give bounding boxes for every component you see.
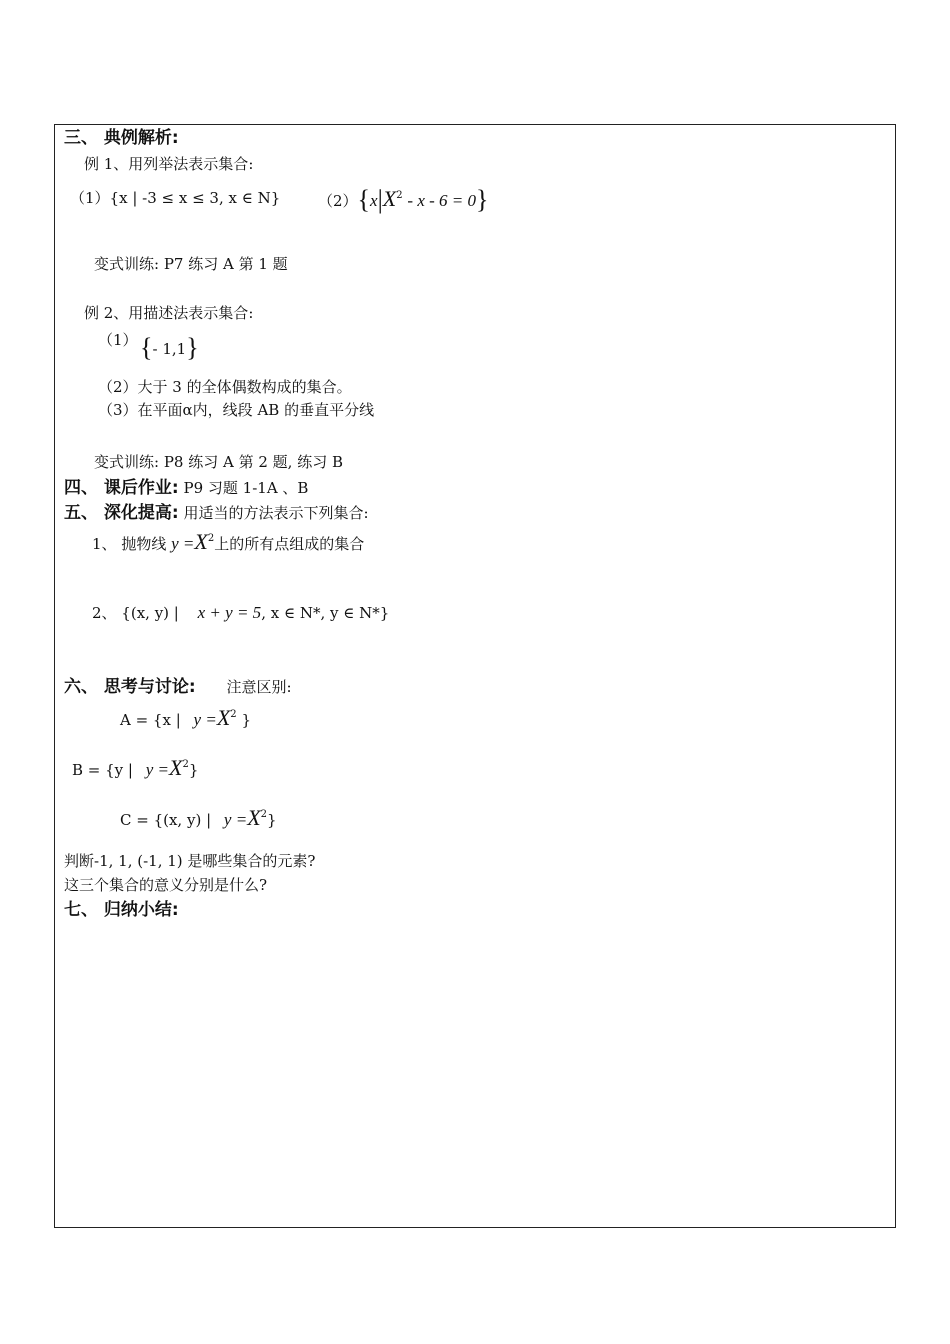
example-2-part-1-label: （1） bbox=[98, 331, 138, 349]
discussion-question-1: 判断-1, 1, (-1, 1) 是哪些集合的元素? bbox=[64, 852, 316, 870]
section-6-heading: 六、 思考与讨论: bbox=[64, 677, 196, 697]
section-6 bbox=[64, 677, 292, 697]
var-x-capital: X bbox=[382, 186, 397, 211]
set-b bbox=[72, 755, 199, 783]
equation-y: y = bbox=[171, 534, 195, 553]
exponent: 2 bbox=[396, 190, 403, 201]
set-a bbox=[120, 705, 251, 733]
left-brace: { bbox=[357, 185, 371, 214]
section-7-heading: 七、 归纳小结: bbox=[64, 900, 179, 920]
question-1-number: 1、 bbox=[92, 535, 117, 553]
set-content: - 1,1 bbox=[152, 340, 187, 358]
set-a-y: y = bbox=[193, 710, 217, 729]
question-2-pre: 2、 {(x, y) | bbox=[92, 604, 179, 622]
example-1-part-1: （1）{x | -3 ≤ x ≤ 3, x ∈ N} bbox=[70, 189, 281, 207]
example-1-part-2-label: （2） bbox=[318, 192, 358, 210]
set-c bbox=[120, 805, 277, 833]
set-c-pre: C = {(x, y) | bbox=[120, 811, 212, 829]
section-5-heading: 五、 深化提高: bbox=[64, 503, 179, 523]
example-2-set bbox=[140, 333, 199, 362]
set-c-y: y = bbox=[223, 810, 248, 829]
exponent: 2 bbox=[230, 709, 237, 720]
exponent: 2 bbox=[182, 759, 189, 770]
exponent: 2 bbox=[207, 533, 215, 544]
set-a-pre: A = {x | bbox=[120, 711, 181, 729]
right-brace: } bbox=[476, 185, 489, 214]
example-2-part-2: （2）大于 3 的全体偶数构成的集合。 bbox=[98, 378, 352, 396]
section-6-note: 注意区别: bbox=[226, 678, 292, 696]
section-4-text: P9 习题 1-1A 、B bbox=[183, 479, 309, 497]
example-2-part-3: （3）在平面α内，线段 AB 的垂直平分线 bbox=[98, 401, 375, 419]
question-1-post: 上的所有点组成的集合 bbox=[214, 535, 365, 553]
section-5 bbox=[64, 503, 369, 523]
set-a-post: } bbox=[241, 711, 251, 729]
example-2-part-1 bbox=[98, 330, 138, 350]
example-2-variant: 变式训练: P8 练习 A 第 2 题, 练习 B bbox=[94, 453, 344, 471]
question-2 bbox=[92, 603, 389, 623]
set-b-pre: B = {y | bbox=[72, 761, 133, 779]
set-b-y: y = bbox=[145, 760, 170, 779]
right-brace: } bbox=[186, 333, 199, 362]
left-brace: { bbox=[140, 333, 153, 362]
section-3-heading: 三、 典例解析: bbox=[64, 128, 179, 148]
set-c-post: } bbox=[267, 811, 277, 829]
set-b-post: } bbox=[188, 761, 199, 779]
question-1-pre: 抛物线 bbox=[121, 535, 167, 553]
discussion-question-2: 这三个集合的意义分别是什么? bbox=[64, 876, 268, 894]
content-frame bbox=[54, 124, 896, 1228]
var-x: x bbox=[370, 191, 378, 210]
section-5-text: 用适当的方法表示下列集合: bbox=[183, 504, 369, 522]
question-2-equation: x + y = 5 bbox=[197, 603, 262, 622]
var-x-capital: X bbox=[216, 705, 231, 730]
section-4 bbox=[64, 478, 308, 498]
var-x-capital: X bbox=[247, 805, 261, 830]
var-x-capital: X bbox=[194, 529, 208, 554]
bar: | bbox=[377, 185, 383, 214]
section-4-heading: 四、 课后作业: bbox=[64, 478, 179, 498]
example-1-intro: 例 1、用列举法表示集合: bbox=[84, 155, 254, 173]
question-1 bbox=[92, 529, 365, 557]
example-1-part-2 bbox=[318, 185, 489, 214]
exponent: 2 bbox=[260, 809, 268, 820]
var-x-capital: X bbox=[169, 755, 183, 780]
equation-rest: - x - 6 = 0 bbox=[407, 191, 476, 210]
example-2-intro: 例 2、用描述法表示集合: bbox=[84, 304, 254, 322]
example-1-variant: 变式训练: P7 练习 A 第 1 题 bbox=[94, 255, 288, 273]
question-2-post: , x ∈ N*, y ∈ N*} bbox=[261, 604, 390, 622]
